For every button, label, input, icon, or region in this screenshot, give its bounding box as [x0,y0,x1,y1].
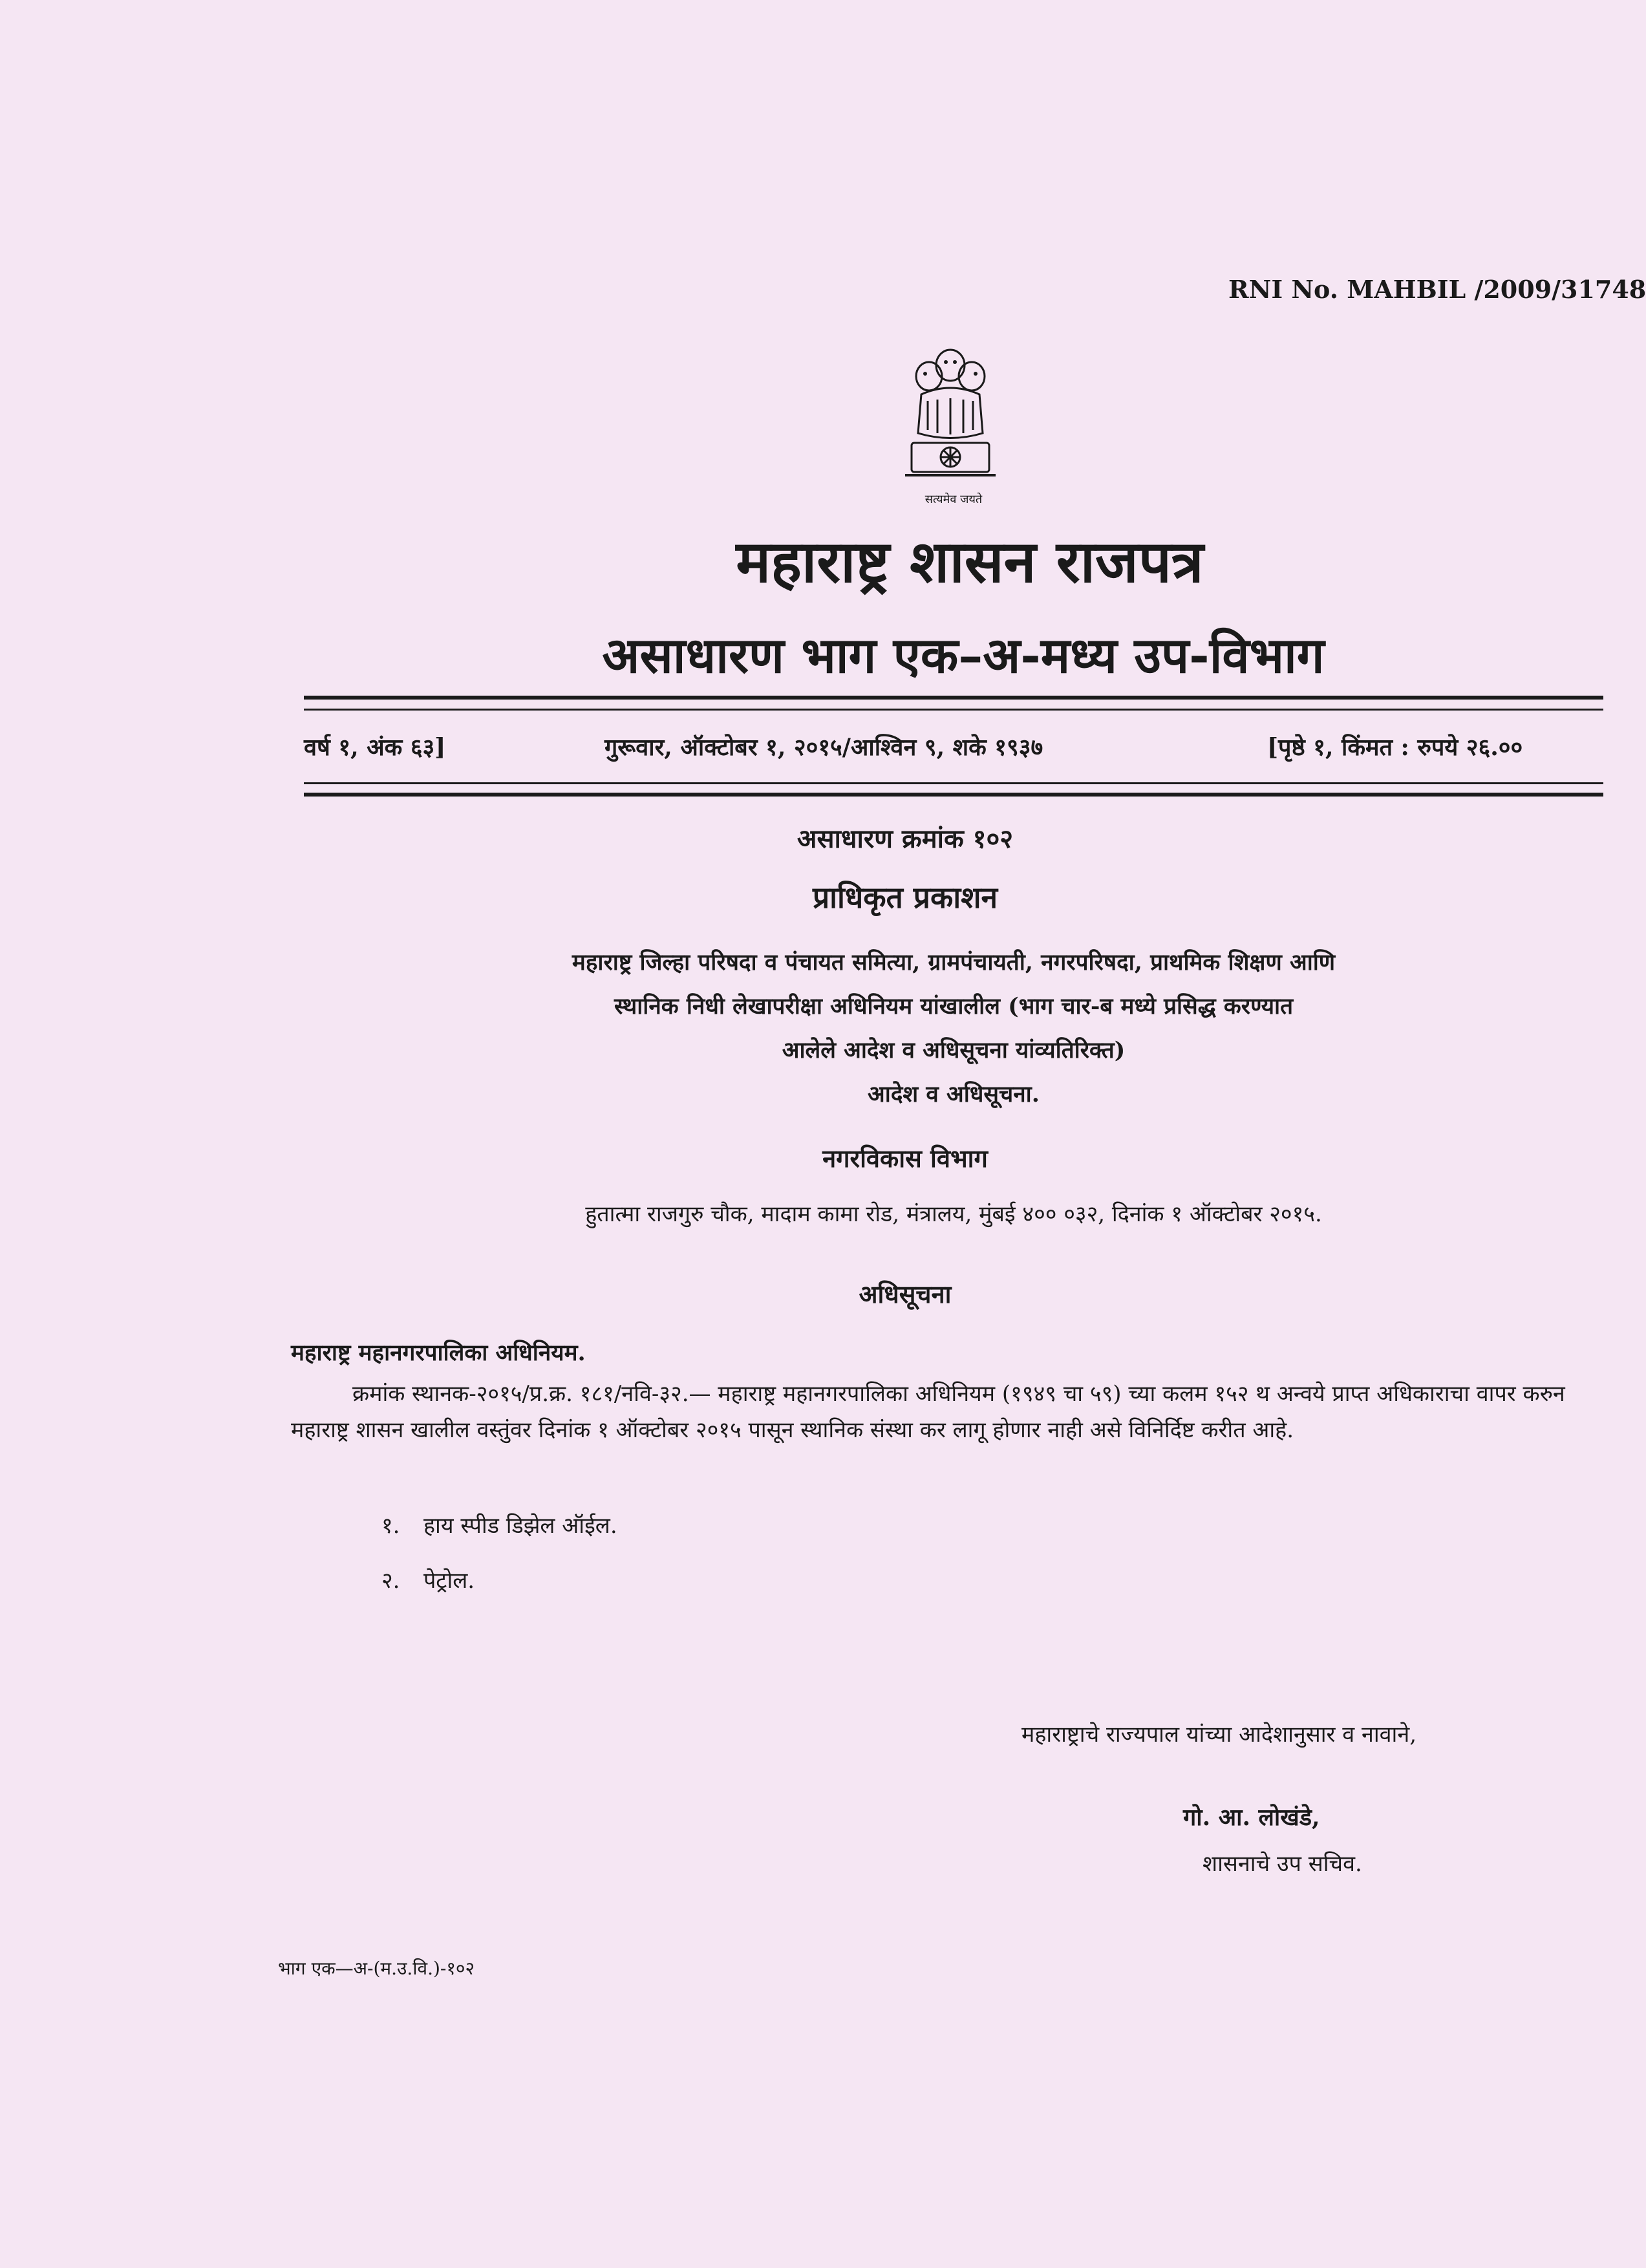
header-rule-top-thin [304,709,1603,711]
issue-date: गुरूवार, ऑक्टोबर १, २०१५/आश्विन ९, शके १९३७ [604,734,1043,761]
intro-line: महाराष्ट्र जिल्हा परिषदा व पंचायत समित्या, ग्रामपंचायती, नगरपरिषदा, प्राथमिक शिक्षण आणि [572,949,1336,976]
list-item [381,1510,617,1539]
signatory-name: गो. आ. लोखंडे, [1183,1804,1320,1831]
pages-price: [पृष्ठे १, किंमत : रुपये २६.०० [1267,734,1523,761]
gazette-title: महाराष्ट्र शासन राजपत्र [736,528,1204,596]
gazette-subtitle: असाधारण भाग एक–अ-मध्य उप-विभाग [602,626,1325,684]
list-item [381,1565,475,1594]
part-reference: भाग एक—अ-(म.उ.वि.)-१०२ [278,1958,475,1979]
list-item-text: हाय स्पीड डिझेल ऑईल. [423,1513,617,1539]
intro-block [453,941,1455,1117]
act-title: महाराष्ट्र महानगरपालिका अधिनियम. [291,1340,586,1366]
ashoka-emblem-icon [902,336,999,498]
notification-heading: अधिसूचना [859,1279,952,1309]
notification-body [291,1376,1600,1448]
volume-issue: वर्ष १, अंक ६३] [304,734,446,761]
list-item-number: १. [381,1513,400,1539]
list-item-text: पेट्रोल. [423,1568,475,1594]
header-rule-bottom [304,793,1603,797]
notification-body-text: क्रमांक स्थानक-२०१५/प्र.क्र. १८१/नवि-३२.— महाराष्ट्र महानगरपालिका अधिनियम (१९४९ चा ५९) च्या कलम १५२ थ अन्वये प्राप्त अधिकाराचा वापर करुन महाराष्ट्र शासन खालील वस्तुंवर दिनांक १ ऑक्टोबर २०१५ पासून स्थानिक संस्था कर लागू होणार नाही असे विनिर्दिष्ट करीत आहे. [291,1381,1565,1443]
signatory-designation: शासनाचे उप सचिव. [1202,1851,1362,1877]
intro-line: स्थानिक निधी लेखापरीक्षा अधिनियम यांखालील (भाग चार-ब मध्ये प्रसिद्ध करण्यात [614,993,1294,1020]
rni-number: RNI No. MAHBIL /2009/31748 [1228,275,1646,304]
governor-order-line: महाराष्ट्राचे राज्यपाल यांच्या आदेशानुसार व नावाने, [1021,1722,1417,1748]
intro-line: आदेश व अधिसूचना. [868,1081,1040,1107]
header-rule-bottom-thin [304,782,1603,784]
authorized-publication: प्राधिकृत प्रकाशन [812,880,998,915]
department-address: हुतात्मा राजगुरु चौक, मादाम कामा रोड, मंत्रालय, मुंबई ४०० ०३२, दिनांक १ ऑक्टोबर २०१५. [585,1201,1322,1227]
extraordinary-number: असाधारण क्रमांक १०२ [796,824,1014,854]
intro-line: आलेले आदेश व अधिसूचना यांव्यतिरिक्त) [782,1037,1126,1064]
emblem-motto: सत्यमेव जयते [925,493,983,506]
department-name: नगरविकास विभाग [822,1144,988,1173]
list-item-number: २. [381,1568,400,1594]
header-rule-top [304,696,1603,700]
